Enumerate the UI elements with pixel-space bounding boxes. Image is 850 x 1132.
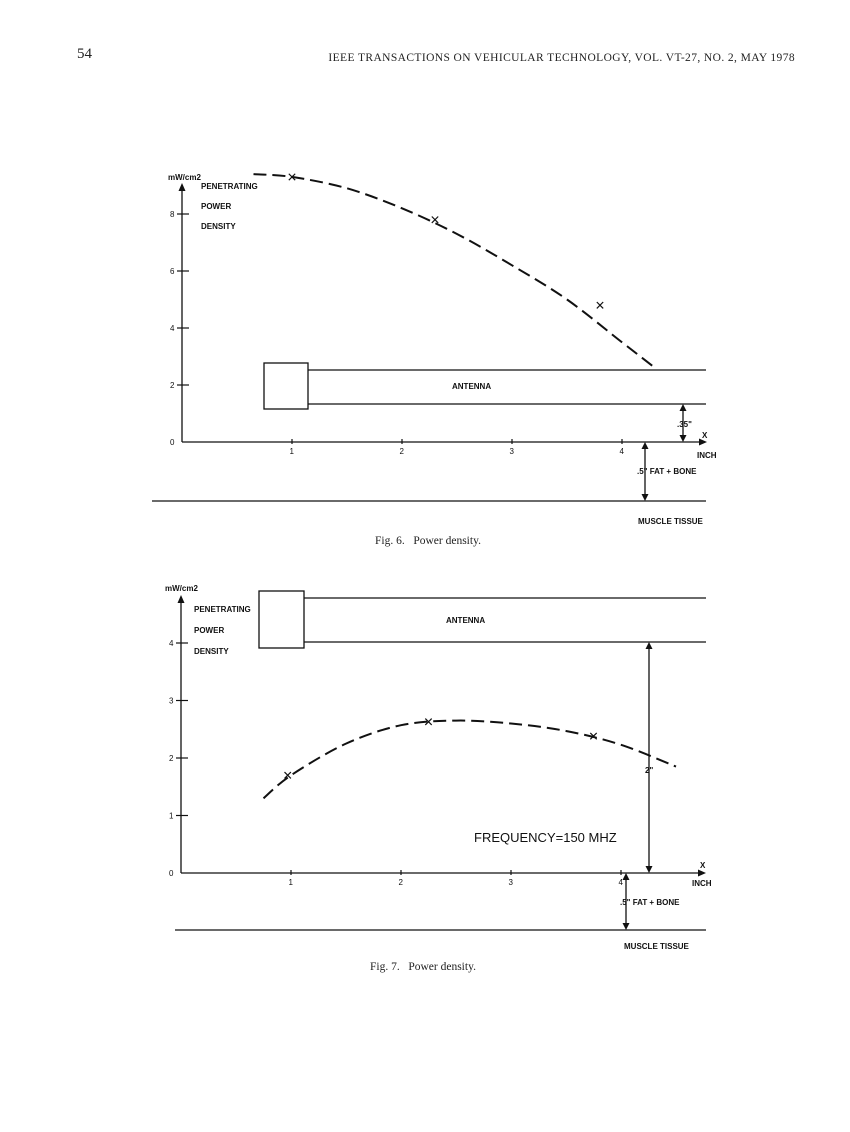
fig6-fat-arrow-down bbox=[642, 494, 649, 501]
fig6-x-label: X bbox=[702, 431, 708, 440]
fig6-y-tick-label: 0 bbox=[170, 438, 175, 447]
fig6-data-markers bbox=[289, 174, 603, 309]
fig7-label-line-2: POWER bbox=[194, 626, 225, 635]
fig6-x-tick-label: 1 bbox=[289, 447, 294, 456]
fig7-x-unit: INCH bbox=[692, 879, 712, 888]
fig6-gap-label: .35" bbox=[677, 420, 692, 429]
fig6-x-unit: INCH bbox=[697, 451, 717, 460]
fig7-caption: Fig. 7. Power density. bbox=[370, 961, 476, 973]
fig6-y-tick-label: 8 bbox=[170, 210, 175, 219]
fig7-y-tick-label: 3 bbox=[169, 696, 174, 706]
fig6-marker bbox=[597, 302, 603, 308]
fig7-y-tick-label: 0 bbox=[169, 869, 174, 878]
fig6-muscle-label: MUSCLE TISSUE bbox=[638, 517, 703, 526]
fig7-x-tick-label: 1 bbox=[288, 878, 293, 887]
fig7-label-line-1: PENETRATING bbox=[194, 605, 251, 614]
fig6-antenna-block bbox=[264, 363, 308, 409]
fig6-label-line-3: DENSITY bbox=[201, 222, 236, 231]
fig6-label-line-2: POWER bbox=[201, 202, 232, 211]
fig7-y-ticks bbox=[169, 639, 188, 878]
fig7-y-tick-label: 1 bbox=[169, 811, 174, 821]
fig6-x-tick-label: 4 bbox=[619, 447, 624, 456]
fig7-gap-arrow-down bbox=[646, 866, 653, 873]
fig7-muscle-label: MUSCLE TISSUE bbox=[624, 942, 689, 951]
fig6-fat-label: .5" FAT + BONE bbox=[637, 467, 697, 476]
fig7-gap-arrow-up bbox=[646, 642, 653, 649]
fig7-gap-label: 2" bbox=[645, 766, 654, 775]
fig7-marker bbox=[285, 772, 291, 778]
fig7-y-tick-label: 4 bbox=[169, 639, 174, 648]
fig7-fat-arrow-up bbox=[623, 873, 630, 880]
page-number: 54 bbox=[77, 46, 92, 62]
fig7-x-axis-arrow bbox=[698, 870, 706, 877]
fig6-power-density-curve bbox=[254, 174, 656, 368]
figure-6 bbox=[152, 173, 717, 526]
fig6-y-unit: mW/cm2 bbox=[168, 173, 201, 182]
fig7-fat-arrow-down bbox=[623, 923, 630, 930]
fig6-x-tick-label: 3 bbox=[509, 447, 514, 456]
fig7-x-label: X bbox=[700, 861, 706, 870]
fig7-x-tick-label: 4 bbox=[618, 878, 623, 887]
fig6-caption: Fig. 6. Power density. bbox=[375, 535, 481, 547]
fig7-y-axis-arrow bbox=[178, 595, 185, 603]
fig6-y-tick-label: 2 bbox=[170, 381, 175, 390]
fig6-y-tick-label: 6 bbox=[170, 267, 175, 276]
fig6-marker bbox=[432, 217, 438, 223]
fig6-fat-arrow-up bbox=[642, 442, 649, 449]
fig7-frequency-label: FREQUENCY=150 MHZ bbox=[474, 830, 617, 845]
fig6-x-tick-label: 2 bbox=[399, 447, 404, 456]
fig7-label-line-3: DENSITY bbox=[194, 647, 229, 656]
fig6-y-ticks bbox=[170, 210, 189, 447]
fig7-y-unit: mW/cm2 bbox=[165, 584, 198, 593]
fig6-gap-arrow-up bbox=[680, 404, 687, 411]
figure-7 bbox=[165, 584, 712, 951]
fig6-gap-arrow-down bbox=[680, 435, 687, 442]
fig6-antenna-label: ANTENNA bbox=[452, 382, 492, 391]
fig7-y-tick-label: 2 bbox=[169, 754, 174, 763]
fig7-antenna-label: ANTENNA bbox=[446, 616, 486, 625]
fig7-power-density-curve bbox=[264, 721, 677, 799]
fig7-x-tick-label: 3 bbox=[508, 878, 513, 887]
fig7-fat-label: .5" FAT + BONE bbox=[620, 898, 680, 907]
running-head: IEEE TRANSACTIONS ON VEHICULAR TECHNOLOGY, VOL. VT-27, NO. 2, MAY 1978 bbox=[328, 52, 795, 64]
fig7-x-tick-label: 2 bbox=[398, 878, 403, 887]
fig7-antenna-block bbox=[259, 591, 304, 648]
fig6-y-tick-label: 4 bbox=[170, 324, 175, 333]
fig6-label-line-1: PENETRATING bbox=[201, 182, 258, 191]
fig6-y-axis-arrow bbox=[179, 183, 186, 191]
